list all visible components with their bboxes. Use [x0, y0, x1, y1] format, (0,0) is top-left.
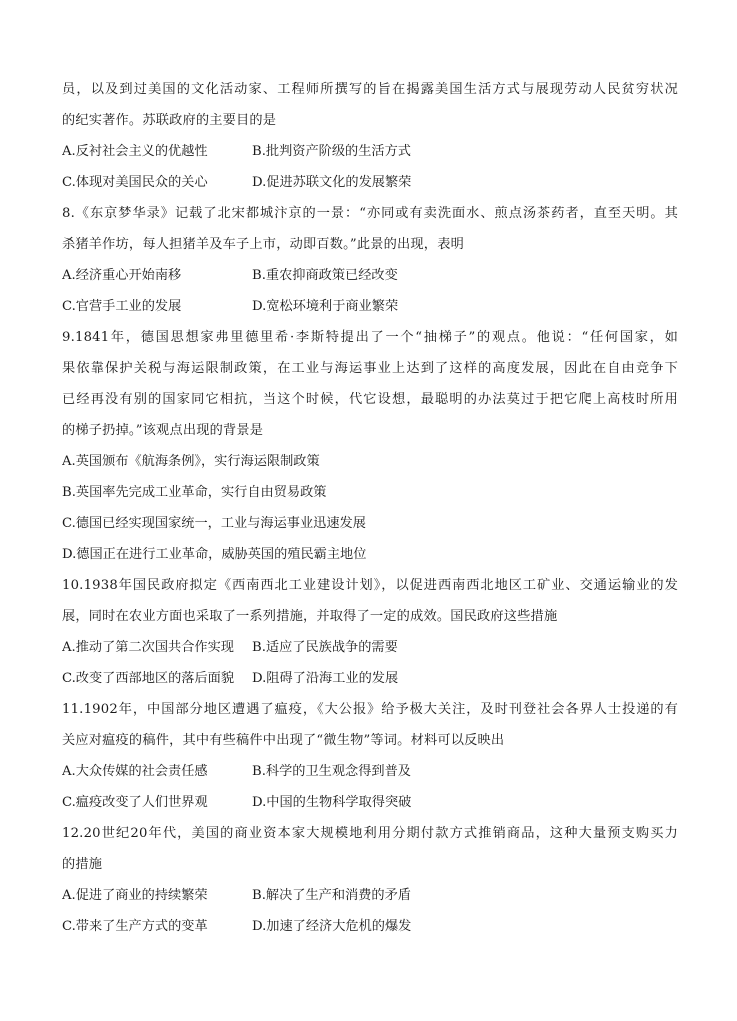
question-11-stem-line: 11.1902年，中国部分地区遭遇了瘟疫，《大公报》给予极大关注，及时刊登社会各界人士投递的有	[62, 702, 678, 717]
question-10-options-row	[62, 663, 678, 694]
question-10-option-d: D.阻碍了沿海工业的发展	[252, 671, 399, 686]
question-11-stem-line: 关应对瘟疫的稿件，其中有些稿件中出现了“微生物”等词。材料可以反映出	[62, 733, 505, 748]
question-12-stem-line: 的措施	[62, 857, 103, 872]
question-12-option-c: C.带来了生产方式的变革	[62, 919, 208, 934]
question-7-option-c: C.体现对美国民众的关心	[62, 175, 208, 190]
question-8-option-c: C.官营手工业的发展	[62, 299, 182, 314]
question-9-option-b: B.英国率先完成工业革命，实行自由贸易政策	[62, 485, 327, 500]
question-7-stem-line: 员，以及到过美国的文化活动家、工程师所撰写的旨在揭露美国生活方式与展现劳动人民贫穷状况	[62, 82, 678, 97]
question-9-option-a: A.英国颁布《航海条例》，实行海运限制政策	[62, 454, 320, 469]
question-12-option-d: D.加速了经济大危机的爆发	[252, 919, 412, 934]
question-9-option-row	[62, 446, 678, 477]
question-10-options-row	[62, 632, 678, 663]
question-8-options-row	[62, 291, 678, 322]
question-7-options-row	[62, 167, 678, 198]
question-12	[62, 818, 678, 942]
question-10-option-a: A.推动了第二次国共合作实现	[62, 640, 234, 655]
question-9-option-c: C.德国已经实现国家统一，工业与海运事业迅速发展	[62, 516, 366, 531]
question-10-stem-line: 展，同时在农业方面也采取了一系列措施，并取得了一定的成效。国民政府这些措施	[62, 609, 558, 624]
question-7-stem-line: 的纪实著作。苏联政府的主要目的是	[62, 113, 277, 128]
question-8-options-row	[62, 260, 678, 291]
question-list	[62, 74, 678, 942]
question-11-options-row	[62, 787, 678, 818]
question-11-option-c: C.瘟疫改变了人们世界观	[62, 795, 208, 810]
question-12-option-a: A.促进了商业的持续繁荣	[62, 888, 208, 903]
question-12-options-row	[62, 911, 678, 942]
question-7-option-d: D.促进苏联文化的发展繁荣	[252, 175, 412, 190]
question-7	[62, 74, 678, 198]
question-8-stem-line: 8.《东京梦华录》记载了北宋都城汴京的一景：“亦同或有卖洗面水、煎点汤茶药者，直至天明。其	[62, 206, 678, 221]
question-10	[62, 570, 678, 694]
question-8-option-a: A.经济重心开始南移	[62, 268, 182, 283]
question-8-stem-line: 杀猪羊作坊，每人担猪羊及车子上市，动即百数。”此景的出现，表明	[62, 237, 464, 252]
question-9-stem-line: 的梯子扔掉。”该观点出现的背景是	[62, 423, 264, 438]
question-11	[62, 694, 678, 818]
question-12-stem-line: 12.20世纪20年代，美国的商业资本家大规模地利用分期付款方式推销商品，这种大量预支购买力	[62, 826, 678, 841]
question-8-option-b: B.重农抑商政策已经改变	[252, 268, 398, 283]
question-10-option-b: B.适应了民族战争的需要	[252, 640, 398, 655]
question-11-options-row	[62, 756, 678, 787]
question-11-option-a: A.大众传媒的社会责任感	[62, 764, 208, 779]
question-9	[62, 322, 678, 570]
question-10-stem-line: 10.1938年国民政府拟定《西南西北工业建设计划》，以促进西南西北地区工矿业、交通运输业的发	[62, 578, 678, 593]
question-9-option-row	[62, 477, 678, 508]
question-8-option-d: D.宽松环境利于商业繁荣	[252, 299, 399, 314]
question-9-option-row	[62, 508, 678, 539]
question-9-stem-line: 果依靠保护关税与海运限制政策，在工业与海运事业上达到了这样的高度发展，因此在自由竞争下	[62, 361, 678, 376]
question-7-options-row	[62, 136, 678, 167]
question-12-options-row	[62, 880, 678, 911]
question-10-option-c: C.改变了西部地区的落后面貌	[62, 671, 235, 686]
question-9-option-d: D.德国正在进行工业革命，威胁英国的殖民霸主地位	[62, 547, 367, 562]
question-12-option-b: B.解决了生产和消费的矛盾	[252, 888, 411, 903]
question-9-stem-line: 已经再没有别的国家同它相抗，当这个时候，代它设想，最聪明的办法莫过于把它爬上高枝时所用	[62, 392, 678, 407]
question-9-option-row	[62, 539, 678, 570]
question-9-stem-line: 9.1841年，德国思想家弗里德里希·李斯特提出了一个“抽梯子”的观点。他说：“任何国家，如	[62, 330, 678, 345]
question-7-option-b: B.批判资产阶级的生活方式	[252, 144, 411, 159]
question-11-option-b: B.科学的卫生观念得到普及	[252, 764, 411, 779]
question-8	[62, 198, 678, 322]
question-7-option-a: A.反衬社会主义的优越性	[62, 144, 208, 159]
question-11-option-d: D.中国的生物科学取得突破	[252, 795, 412, 810]
